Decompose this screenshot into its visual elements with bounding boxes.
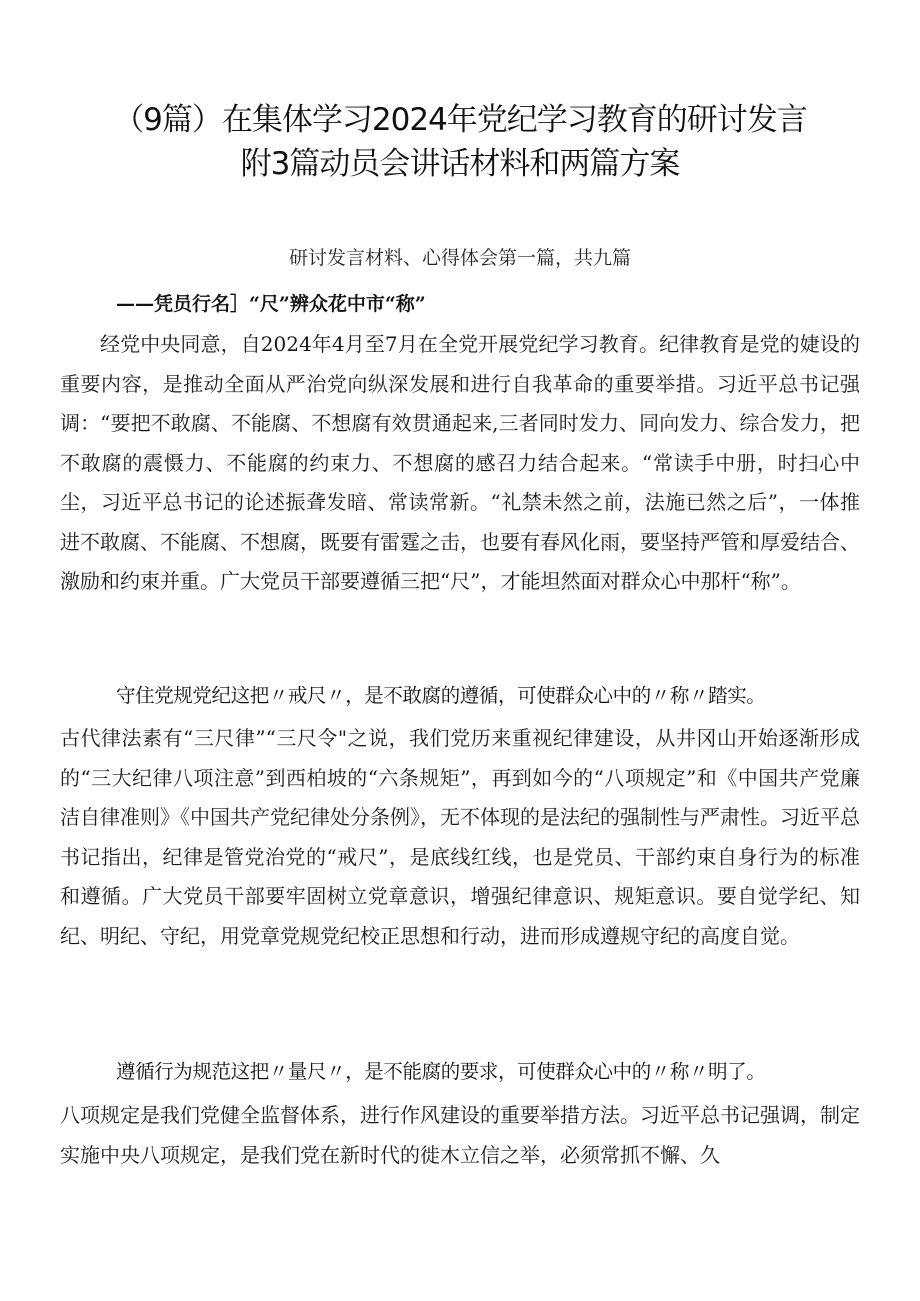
document-subtitle: 研讨发言材料、心得体会第一篇，共九篇 bbox=[288, 247, 631, 269]
paragraph-section-1: 古代律法素有“三尺律”“三尺令"之说，我们党历来重视纪律建设，从井冈山开始逐渐形成的“三大纪律八项注意”到西柏坡的“六条规矩”，再到如今的“八项规定”和《中国共产党廉洁自律准则》《中国共产党纪律处分条例》，无不体现的是法纪的强制性与严肃性。习近平总书记指出，纪律是管党治党的“戒尺”，是底线红线，也是党员、干部约束自身行为的标准和遵循。广大党员干部要牢固树立党章意识，增强纪律意识、规矩意识。要自觉学纪、知纪、明纪、守纪，用党章党规党纪校正思想和行动，进而形成遵规守纪的高度自觉。 bbox=[60, 726, 860, 948]
paragraph-section-2: 八项规定是我们党健全监督体系，进行作风建设的重要举措方法。习近平总书记强调，制定实施中央八项规定，是我们党在新时代的徙木立信之举，必须常抓不懈、久 bbox=[60, 1103, 860, 1167]
document-title-line2: 附3篇动员会讲话材料和两篇方案 bbox=[240, 146, 680, 182]
document-title-line1: （9篇）在集体学习2024年党纪学习教育的研讨发言 bbox=[113, 102, 807, 138]
paragraph-intro: 经党中央同意，自2024年4月至7月在全党开展党纪学习教育。纪律教育是党的婕设的重要内容，是推动全面从严治党向纵深发展和进行自我革命的重要举措。习近平总书记强调：“要把不敢腐、不能腐、不想腐有效贯通起来,三者同时发力、同向发力、综合发力，把不敢腐的震慑力、不能腐的约束力、不想腐的感召力结合起来。“常读手中册，时扫心中尘，习近平总书记的论述振聋发暗、常读常新。“礼禁未然之前，法施已然之后”，一体推进不敢腐、不能腐、不想腐，既要有雷霆之击，也要有春风化雨，要坚持严管和厚爱结合、激励和约束并重。广大党员干部要遵循三把“尺”，才能坦然面对群众心中那杆“称”。 bbox=[60, 332, 860, 593]
section-heading-1: 守住党规党纪这把〃戒尺〃，是不敢腐的遵循，可使群众心中的〃称〃踏实。 bbox=[116, 684, 766, 707]
section-heading-2: 遵循行为规范这把〃量尺〃，是不能腐的要求，可使群众心中的〃称〃明了。 bbox=[116, 1060, 766, 1083]
article-byline: ——凭员行名］“尺”辨众花中市“称” bbox=[116, 293, 426, 315]
